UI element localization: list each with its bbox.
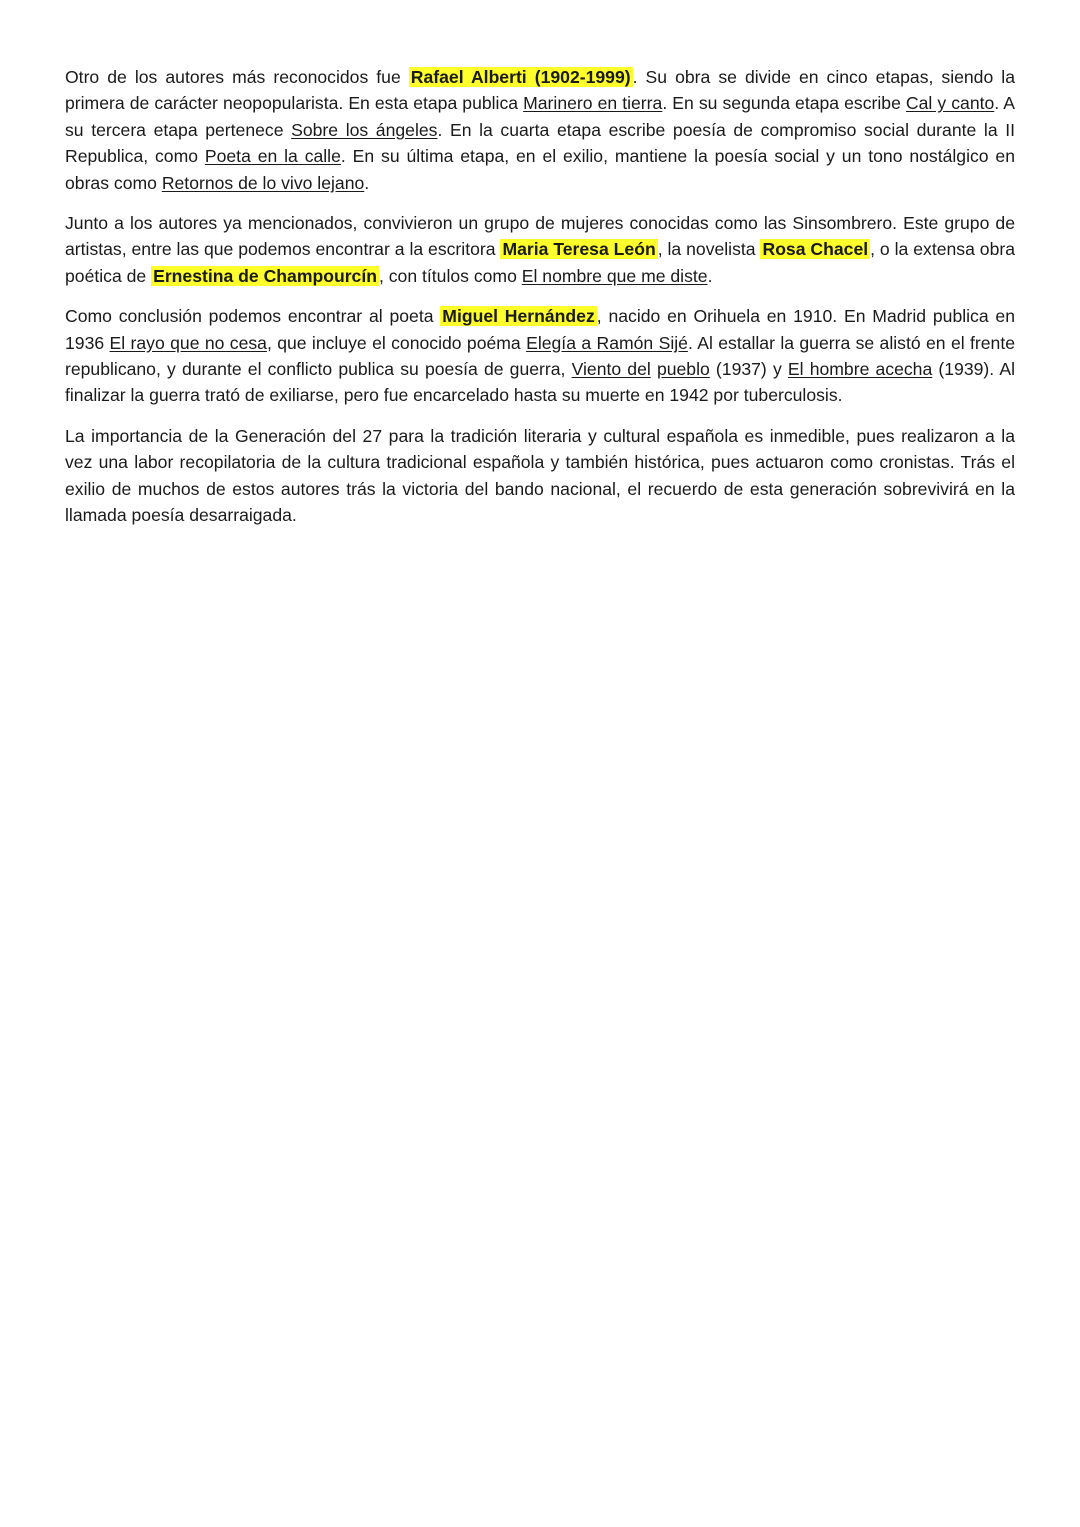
underlined-work-title: Retornos de lo vivo lejano bbox=[161, 172, 365, 193]
underlined-work-title: Poeta en la calle bbox=[204, 146, 341, 167]
text-segment: Junto a los autores ya mencionados, convivieron un grupo de mujeres conocidas como las Sinsombrero. Este grupo de artistas, entre las que podemos encontrar a la escritora bbox=[65, 213, 1015, 260]
underlined-work-title: Cal y canto bbox=[905, 93, 995, 114]
paragraph-alberti bbox=[65, 64, 1015, 196]
text-segment: , la novelista bbox=[657, 239, 761, 260]
paragraph-sinsombrero bbox=[65, 210, 1015, 289]
text-segment: (1939). Al finalizar la guerra trató de exiliarse, pero fue encarcelado hasta su muerte en 1942 por tuberculosis. bbox=[65, 359, 1015, 406]
text-segment: , nacido en Orihuela en 1910. En Madrid publica en 1936 bbox=[65, 306, 1015, 353]
underlined-work-title: pueblo bbox=[656, 359, 710, 380]
underlined-work-title: Marinero en tierra bbox=[523, 93, 663, 114]
paragraph-conclusion bbox=[65, 423, 1015, 529]
text-segment: . En su segunda etapa escribe bbox=[662, 93, 906, 114]
text-segment: . bbox=[364, 172, 370, 193]
text-segment: (1937) y bbox=[709, 359, 788, 380]
text-segment: . En su última etapa, en el exilio, mantiene la poesía social y un tono nostálgico en obras como bbox=[65, 146, 1015, 193]
text-segment: Como conclusión podemos encontrar al poeta bbox=[65, 306, 441, 327]
text-segment: Otro de los autores más reconocidos fue bbox=[65, 67, 409, 87]
highlighted-author-name: Miguel Hernández bbox=[442, 306, 595, 327]
highlighted-author-name: Maria Teresa León bbox=[502, 239, 656, 260]
underlined-work-title: El rayo que no cesa bbox=[109, 332, 267, 353]
text-segment: . bbox=[707, 265, 713, 286]
underlined-work-title: El hombre acecha bbox=[787, 359, 933, 380]
text-segment: . A su tercera etapa pertenece bbox=[65, 93, 1015, 140]
underlined-work-title: Viento del bbox=[571, 359, 651, 380]
paragraph-hernandez bbox=[65, 303, 1015, 409]
document-page bbox=[65, 64, 1015, 543]
highlighted-author-name: Rosa Chacel bbox=[762, 239, 869, 260]
underlined-work-title: Sobre los ángeles bbox=[291, 119, 438, 140]
text-segment: La importancia de la Generación del 27 para la tradición literaria y cultural española es inmedible, pues realizaron a la vez una labor recopilatoria de la cultura tradicional española y también histórica, pues actuaron como cronistas. Trás el exilio de muchos de estos autores trás la victoria del bando nacional, el recuerdo de esta generación sobrevivirá en la llamada poesía desarraigada. bbox=[65, 425, 1015, 526]
highlighted-author-name: Rafael Alberti (1902-1999) bbox=[410, 67, 631, 87]
text-segment: . Su obra se divide en cinco etapas, siendo la primera de carácter neopopularista. En esta etapa publica bbox=[65, 67, 1015, 114]
highlighted-author-name: Ernestina de Champourcín bbox=[153, 265, 377, 286]
text-segment: . En la cuarta etapa escribe poesía de compromiso social durante la II Republica, como bbox=[65, 119, 1016, 167]
underlined-work-title: Elegía a Ramón Sijé bbox=[526, 332, 688, 353]
text-segment: , con títulos como bbox=[378, 265, 522, 286]
text-segment: , que incluye el conocido poéma bbox=[266, 332, 527, 353]
underlined-work-title: El nombre que me diste bbox=[521, 265, 708, 286]
text-segment: . Al estallar la guerra se alistó en el frente republicano, y durante el conflicto publica su poesía de guerra, bbox=[65, 332, 1015, 380]
text-segment: , o la extensa obra poética de bbox=[65, 239, 1015, 286]
